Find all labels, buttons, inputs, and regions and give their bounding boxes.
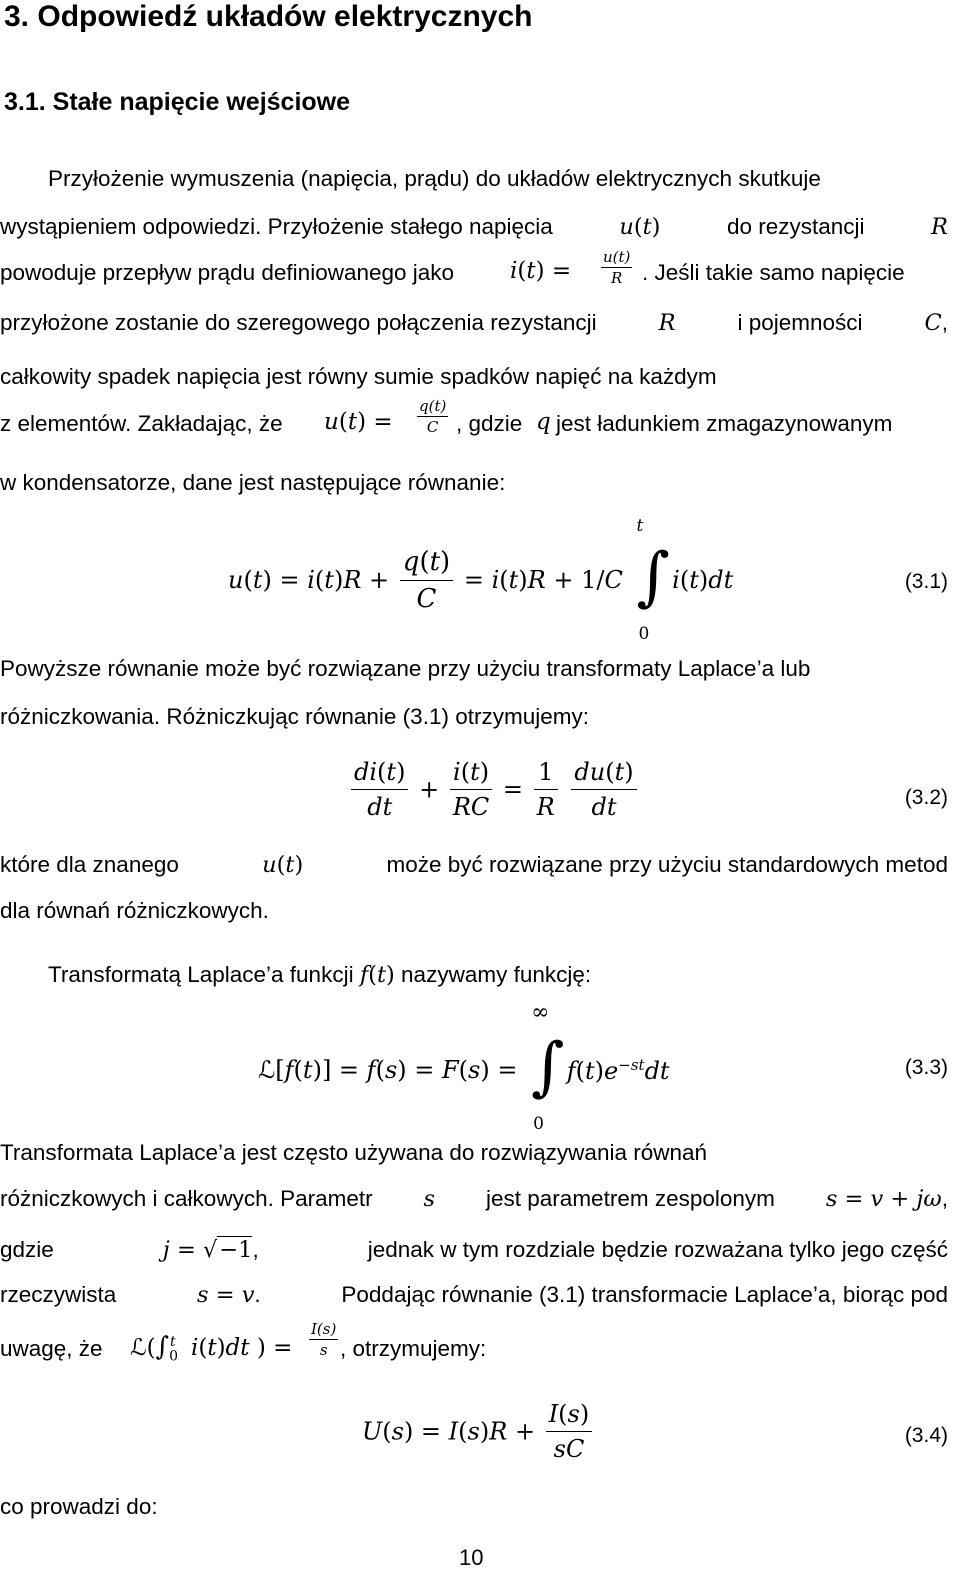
text-fragment: przyłożone zostanie do szeregowego połączenia rezystancji — [0, 310, 597, 335]
paragraph-line: Powyższe równanie może być rozwiązane przy użyciu transformaty Laplace’a lub — [0, 656, 811, 681]
text-fragment: . Jeśli takie samo napięcie — [642, 260, 905, 285]
paragraph-line — [0, 1318, 948, 1374]
math-inline: s = v. — [196, 1282, 261, 1308]
text-fragment: nazywamy funkcję: — [401, 962, 592, 987]
math-inline: R — [658, 310, 676, 336]
text-fragment: , otrzymujemy: — [340, 1336, 487, 1361]
paragraph-line: Przyłożenie wymuszenia (napięcia, prądu) do układów elektrycznych skutkuje — [48, 166, 821, 191]
equation-number: (3.4) — [904, 1424, 948, 1447]
paragraph-line — [0, 1186, 948, 1212]
paragraph-line: co prowadzi do: — [0, 1494, 158, 1519]
text-fragment: i pojemności — [737, 310, 863, 335]
math-inline: $ℒ(\int_0^t$ i(t)dt ) = — [130, 1332, 293, 1365]
text-fragment: wystąpieniem odpowiedzi. Przyłożenie stałego napięcia — [0, 214, 553, 239]
math-inline: j = √−1, — [162, 1237, 259, 1263]
text-fragment: Transformatą Laplace’a funkcji — [48, 962, 354, 987]
paragraph-line: dla równań różniczkowych. — [0, 898, 269, 923]
equation-number: (3.1) — [904, 570, 948, 593]
equation-3-1: u(t) = i(t)R + $\frac{q(t)}{C}$ = i(t)R + 1/C t ∫ 0 i(t)dt — [228, 516, 734, 644]
paragraph-line — [0, 248, 948, 298]
text-fragment: do rezystancji — [726, 214, 865, 239]
paragraph-line: różniczkowania. Różniczkując równanie (3.1) otrzymujemy: — [0, 704, 589, 729]
paragraph-line — [0, 395, 948, 449]
math-inline: s — [423, 1186, 436, 1212]
text-fragment: gdzie — [0, 1237, 54, 1262]
paragraph-line — [0, 1236, 948, 1263]
paragraph-line — [0, 214, 948, 240]
math-inline: f(t) — [359, 962, 395, 988]
paragraph-line — [0, 310, 948, 336]
text-fragment: różniczkowych i całkowych. Parametr — [0, 1186, 373, 1211]
math-inline: C, — [924, 310, 948, 336]
text-fragment: uwagę, że — [0, 1336, 103, 1361]
paragraph-line: Transformata Laplace’a jest często używana do rozwiązywania równań — [0, 1140, 708, 1165]
equation-number: (3.2) — [904, 786, 948, 809]
paragraph-line: w kondensatorze, dane jest następujące równanie: — [0, 470, 506, 495]
math-inline: R — [931, 214, 948, 240]
paragraph-line — [0, 852, 948, 878]
text-fragment: z elementów. Zakładając, że — [0, 411, 283, 436]
math-inline: i(t) = — [510, 258, 572, 284]
text-fragment: może być rozwiązane przy użyciu standardowych metod — [386, 852, 948, 877]
paragraph-line: całkowity spadek napięcia jest równy sumie spadków napięć na każdym — [0, 364, 717, 389]
section-heading: 3.1. Stałe napięcie wejściowe — [4, 88, 351, 116]
math-fraction: $\frac{I(s)}{s}$ — [311, 1320, 337, 1359]
text-fragment: jednak w tym rozdziale będzie rozważana tylko jego część — [367, 1237, 948, 1262]
text-fragment: rzeczywista — [0, 1282, 117, 1307]
text-fragment: powoduje przepływ prądu definiowanego jako — [0, 260, 455, 285]
text-fragment: jest ładunkiem zmagazynowanym — [556, 411, 893, 436]
math-fraction: $\frac{q(t)}{C}$ — [419, 397, 447, 436]
text-fragment: , gdzie — [456, 411, 523, 436]
chapter-heading: 3. Odpowiedź układów elektrycznych — [4, 0, 533, 33]
equation-3-3: ℒ[f(t)] = f(s) = F(s) = ∞ ∫ 0 $f(t)e^{-st}dt$ — [258, 1000, 670, 1134]
math-fraction: $\frac{u(t)}{R}$ — [603, 248, 631, 287]
math-inline: s = v + jω, — [825, 1186, 948, 1212]
math-inline: u(t) — [619, 214, 661, 240]
equation-number: (3.3) — [904, 1056, 948, 1079]
equation-3-4: U(s) = I(s)R + $\frac{I(s)}{sC}$ — [362, 1400, 595, 1463]
page-number: 10 — [459, 1545, 484, 1570]
equation-3-2: $\frac{di(t)}{dt}$ + $\frac{i(t)}{RC}$ = $\frac{1}{R}$ $\frac{du(t)}{dt}$ — [348, 758, 640, 821]
paragraph-line — [48, 962, 591, 988]
math-inline: u(t) — [262, 852, 304, 878]
text-fragment: Poddając równanie (3.1) transformacie Laplace’a, biorąc pod — [341, 1282, 948, 1307]
paragraph-line — [0, 1282, 948, 1308]
text-fragment: jest parametrem zespolonym — [486, 1186, 775, 1211]
math-inline: u(t) = — [324, 409, 393, 435]
text-fragment: które dla znanego — [0, 852, 179, 877]
math-inline: q — [536, 409, 551, 435]
